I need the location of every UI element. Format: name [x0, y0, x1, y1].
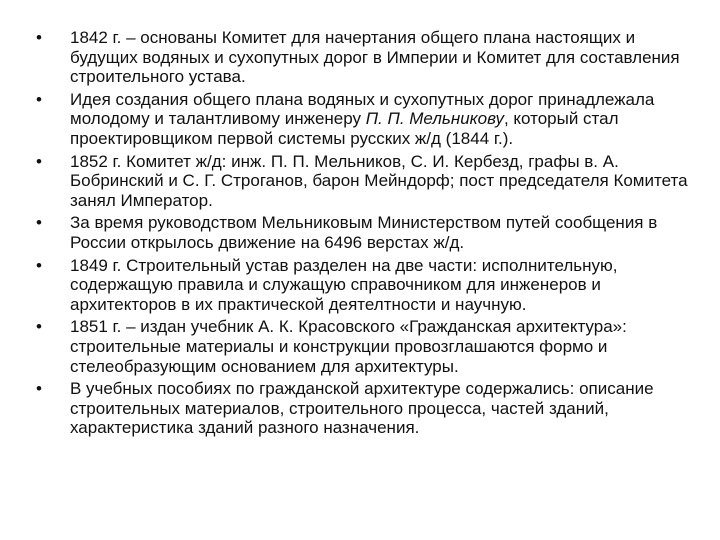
bullet-dot-icon: •: [36, 28, 42, 47]
bullet-text: 1852 г. Комитет ж/д: инж. П. П. Мельников, С. И. Кербезд, графы в. А. Бобринский и С. Г. Строганов, барон Мейндорф; пост председателя Комитета занял Император.: [70, 151, 688, 210]
bullet-text: 1849 г. Строительный устав разделен на две части: исполнительную, содержащую правила и служащую справочником для инженеров и архитекторов в их практической деятелтности и научную.: [70, 255, 618, 314]
bullet-list: [36, 28, 690, 438]
bullet-item-idea: [36, 90, 690, 149]
bullet-dot-icon: •: [36, 317, 42, 337]
bullet-text: В учебных пособиях по гражданской архитектуре содержались: описание строительных материалов, строительного процесса, частей зданий, характеристика зданий разного назначения.: [70, 379, 654, 438]
bullet-dot-icon: •: [36, 213, 42, 233]
bullet-text: 1851 г. – издан учебник А. К. Красовского «Гражданская архитектура»: строительные материалы и конструкции провозглашаются формо и стелеобразующим основанием для архитектуры.: [70, 317, 627, 376]
bullet-dot-icon: •: [36, 379, 42, 399]
bullet-dot-icon: •: [36, 255, 42, 275]
bullet-text-after: , который стал проектировщиком первой системы русских ж/д (1844 г.).: [70, 109, 619, 148]
bullet-item-ministry: [36, 213, 690, 252]
bullet-dot-icon: •: [36, 89, 42, 109]
bullet-text-before: Идея создания общего плана водяных и сухопутных дорог принадлежала молодому и талантливому инженеру: [70, 89, 655, 129]
bullet-item-1842: [36, 28, 690, 87]
italic-person-name: П. П. Мельникову: [365, 109, 504, 129]
bullet-text: 1842 г. – основаны Комитет для начертания общего плана настоящих и будущих водяных и сухопутных дорог в Империи и Комитет для составления строительного устава.: [70, 28, 680, 87]
bullet-item-1849: [36, 256, 690, 315]
bullet-item-textbooks: [36, 379, 690, 438]
bullet-dot-icon: •: [36, 151, 42, 171]
bullet-item-1851: [36, 317, 690, 376]
bullet-text: За время руководством Мельниковым Министерством путей сообщения в России открылось движение на 6496 верстах ж/д.: [70, 213, 658, 252]
bullet-item-1852: [36, 152, 690, 211]
